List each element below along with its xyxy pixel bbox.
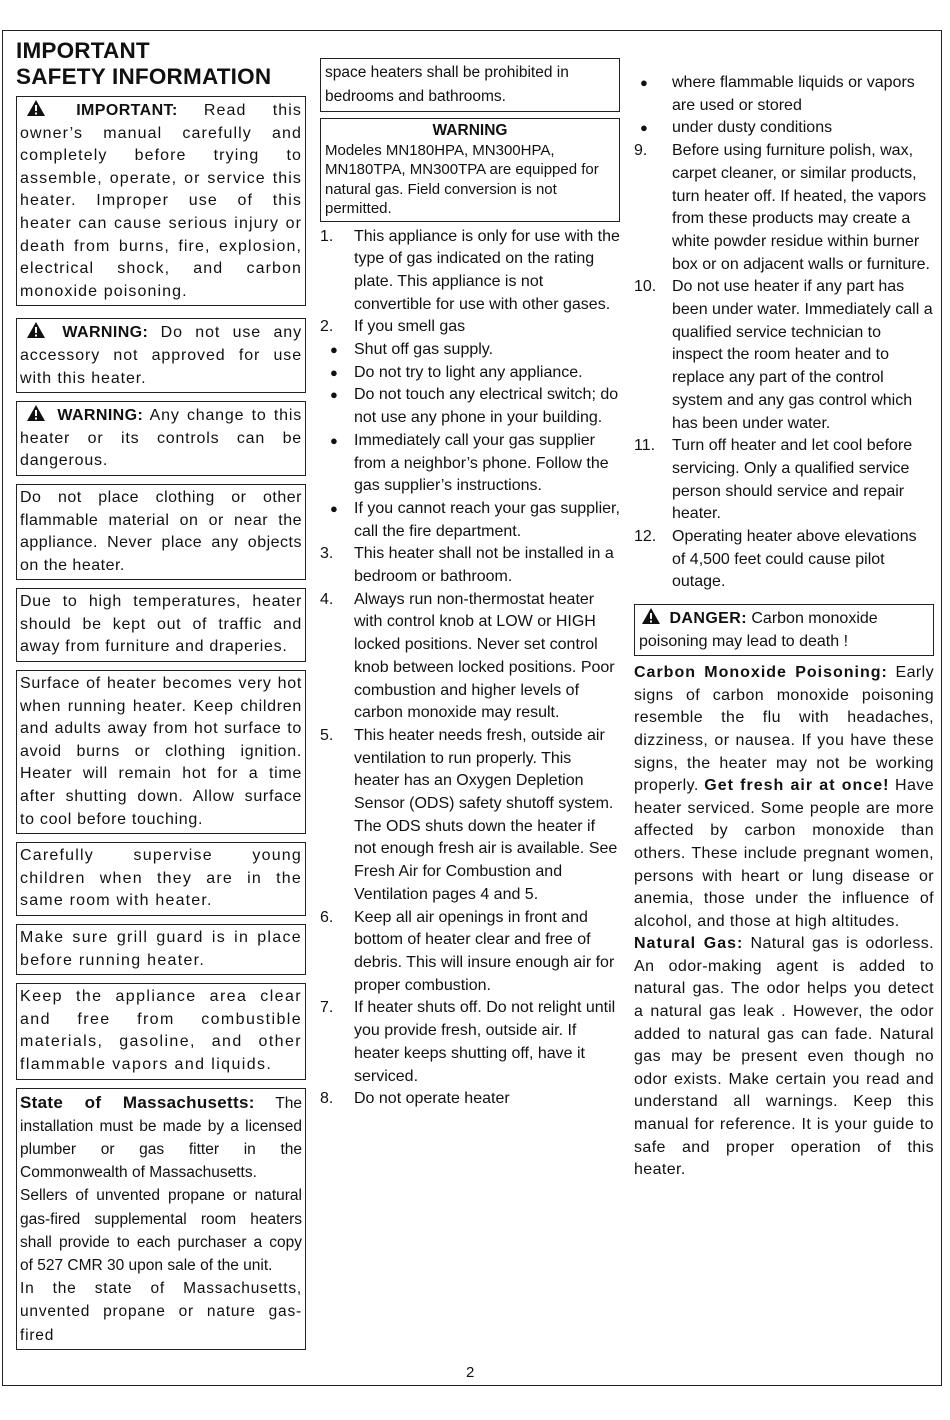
- item-text: If heater shuts off. Do not relight until you provide fresh, outside air. If heater keeps shutting off, have it serviced.: [354, 999, 616, 1085]
- list-item: [320, 384, 620, 429]
- item-number: 2.: [320, 318, 334, 336]
- safety-list: [634, 72, 934, 594]
- danger-label: DANGER:: [669, 610, 747, 628]
- item-text: Keep all air openings in front and bottom of heater clear and free of debris. This will insure enough air for proper combustion.: [354, 908, 615, 994]
- warning-triangle-icon: [26, 321, 46, 339]
- warning-triangle-icon: [641, 607, 661, 625]
- column-right: [634, 72, 934, 1182]
- column-middle: [320, 58, 620, 1111]
- item-text: If you smell gas: [354, 318, 466, 336]
- massachusetts-text-2: Sellers of unvented propane or natural gas-fired supplemental room heaters shall provide to each purchaser a copy of 527 CMR 30 upon sale of the unit.: [20, 1187, 302, 1274]
- note-box: Due to high temperatures, heater should be kept out of traffic and away from furniture and draperies.: [16, 588, 306, 662]
- item-text: This heater shall not be installed in a bedroom or bathroom.: [354, 545, 614, 586]
- massachusetts-heading: State of Massachusetts:: [20, 1092, 255, 1112]
- item-text: Turn off heater and let cool before servicing. Only a qualified service person should service and repair heater.: [672, 437, 913, 523]
- item-text: Before using furniture polish, wax, carpet cleaner, or similar products, turn heater off. If heated, the vapors from these products may create a white powder residue within burner box or on adjacent walls or furniture.: [672, 142, 930, 273]
- warning-box-change: [16, 401, 306, 476]
- list-item: [320, 543, 620, 588]
- list-item: [320, 997, 620, 1088]
- bullet-icon: ●: [330, 364, 338, 380]
- item-number: 6.: [320, 908, 334, 926]
- co-bold: Get fresh air at once!: [704, 777, 890, 795]
- item-text: If you cannot reach your gas supplier, call the fire department.: [354, 499, 620, 540]
- carbon-monoxide-paragraph: [634, 662, 934, 933]
- warning-label: WARNING:: [57, 407, 144, 425]
- list-item: [320, 907, 620, 998]
- column-left: [16, 38, 306, 1350]
- warning-triangle-icon: [26, 99, 46, 117]
- item-text: Do not operate heater: [354, 1090, 510, 1108]
- massachusetts-box: [16, 1088, 306, 1350]
- co-text-1: Early signs of carbon monoxide poisoning resemble the flu with headaches, dizziness, or nausea. If you have these signs, the heater may not be working properly.: [634, 664, 934, 795]
- item-number: 9.: [634, 142, 648, 160]
- important-text: Read this owner’s manual carefully and completely before trying to assemble, operate, or service this heater. Improper use of this heater can cause serious injury or death from burns, fire, explosion, electrical shock, and carbon monoxide poisoning.: [20, 102, 303, 300]
- item-number: 1.: [320, 227, 334, 245]
- item-number: 8.: [320, 1090, 334, 1108]
- item-number: 10.: [634, 278, 657, 296]
- title-line-2: SAFETY INFORMATION: [16, 64, 272, 89]
- note-box: Make sure grill guard is in place before running heater.: [16, 924, 306, 975]
- item-number: 7.: [320, 999, 334, 1017]
- list-item: [634, 435, 934, 526]
- warning-title: WARNING: [432, 122, 508, 139]
- ng-heading: Natural Gas:: [634, 935, 744, 953]
- item-text: Operating heater above elevations of 4,500 feet could cause pilot outage.: [672, 528, 917, 591]
- important-box: [16, 96, 306, 306]
- warning-text: Modeles MN180HPA, MN300HPA, MN180TPA, MN300TPA are equipped for natural gas. Field conversion is not permitted.: [325, 141, 599, 217]
- list-item: [320, 316, 620, 339]
- item-text: where flammable liquids or vapors are used or stored: [672, 74, 915, 114]
- list-item: [320, 339, 620, 362]
- ng-text: Natural gas is odorless. An odor-making agent is added to natural gas. The odor helps you detect a natural gas leak . However, the odor added to natural gas can fade. Natural gas may be present even though no odor exists. Make certain you read and understand all warnings. Keep this manual for reference. It is your guide to safe and proper operation of this heater.: [634, 935, 934, 1179]
- item-text: Shut off gas supply.: [354, 341, 494, 359]
- title-line-1: IMPORTANT: [16, 38, 150, 63]
- natural-gas-paragraph: [634, 933, 934, 1182]
- warning-box-accessory: [16, 318, 306, 393]
- bullet-icon: ●: [640, 75, 648, 90]
- list-item: [634, 526, 934, 594]
- list-item: [320, 725, 620, 907]
- list-item: [634, 117, 934, 140]
- item-text: Do not touch any electrical switch; do not use any phone in your building.: [354, 386, 619, 427]
- list-item: [634, 72, 934, 117]
- list-item: [320, 430, 620, 498]
- bullet-icon: ●: [640, 120, 648, 136]
- danger-box: [634, 604, 934, 656]
- item-text: Do not try to light any appliance.: [354, 363, 583, 381]
- item-number: 4.: [320, 590, 334, 608]
- safety-list: [320, 226, 620, 1111]
- continued-box: space heaters shall be prohibited in bedrooms and bathrooms.: [320, 58, 620, 112]
- important-label: IMPORTANT:: [76, 102, 178, 119]
- list-item: [320, 362, 620, 385]
- item-number: 3.: [320, 545, 334, 563]
- list-item: [320, 498, 620, 543]
- massachusetts-text-1: The installation must be made by a licensed plumber or gas fitter in the Commonwealth of Massachusetts.: [20, 1094, 302, 1182]
- co-heading: Carbon Monoxide Poisoning:: [634, 664, 888, 682]
- list-item: [320, 1088, 620, 1111]
- danger-text: Carbon monoxide poisoning may lead to death !: [639, 610, 878, 651]
- item-text: under dusty conditions: [672, 119, 833, 137]
- item-number: 12.: [634, 528, 657, 546]
- note-box: Surface of heater becomes very hot when running heater. Keep children and adults away from hot surface to avoid burns or clothing ignition. Heater will remain hot for a time after shutting down. Allow surface to cool before touching.: [16, 670, 306, 834]
- bullet-icon: ●: [330, 387, 338, 403]
- page-number: 2: [466, 1364, 475, 1381]
- list-item: [634, 140, 934, 276]
- bullet-icon: ●: [330, 500, 338, 516]
- note-box: Do not place clothing or other flammable material on or near the appliance. Never place any objects on the heater.: [16, 484, 306, 580]
- item-text: Immediately call your gas supplier from a neighbor’s phone. Follow the gas supplier’s instructions.: [354, 431, 609, 495]
- note-box: Keep the appliance area clear and free from combustible materials, gasoline, and other flammable vapors and liquids.: [16, 983, 306, 1079]
- massachusetts-text-3: In the state of Massachusetts, unvented propane or nature gas-fired: [20, 1280, 302, 1344]
- item-text: This heater needs fresh, outside air ventilation to run properly. This heater has an Oxygen Depletion Sensor (ODS) safety shutoff system. The ODS shuts down the heater if not enough fresh air is available. See Fresh Air for Combustion and Ventilation pages 4 and 5.: [354, 726, 618, 903]
- item-text: Do not use heater if any part has been under water. Immediately call a qualified service technician to inspect the room heater and to replace any part of the control system and any gas control which has been under water.: [672, 278, 933, 432]
- list-item: [320, 226, 620, 317]
- models-warning-box: [320, 118, 620, 222]
- bullet-icon: ●: [330, 342, 338, 358]
- item-text: This appliance is only for use with the type of gas indicated on the rating plate. This appliance is not convertible for use with other gases.: [354, 227, 620, 313]
- co-text-2: Have heater serviced. Some people are more affected by carbon monoxide than others. These include pregnant women, persons with heart or lung disease or anemia, those under the influence of alcohol, and those at high altitudes.: [634, 777, 934, 930]
- warning-text: Any change to this heater or its controls can be dangerous.: [20, 407, 302, 470]
- note-box: Carefully supervise young children when they are in the same room with heater.: [16, 842, 306, 916]
- list-item: [320, 589, 620, 725]
- item-number: 5.: [320, 726, 334, 744]
- item-number: 11.: [634, 437, 656, 455]
- warning-triangle-icon: [26, 404, 46, 422]
- warning-label: WARNING:: [62, 324, 149, 342]
- warning-text: Do not use any accessory not approved for use with this heater.: [20, 324, 302, 387]
- bullet-icon: ●: [330, 432, 338, 448]
- item-text: Always run non-thermostat heater with control knob at LOW or HIGH locked positions. Never set control knob between locked positions. Poor combustion and higher levels of carbon monoxide may result.: [354, 590, 615, 722]
- list-item: [634, 276, 934, 435]
- page-title: [16, 38, 306, 90]
